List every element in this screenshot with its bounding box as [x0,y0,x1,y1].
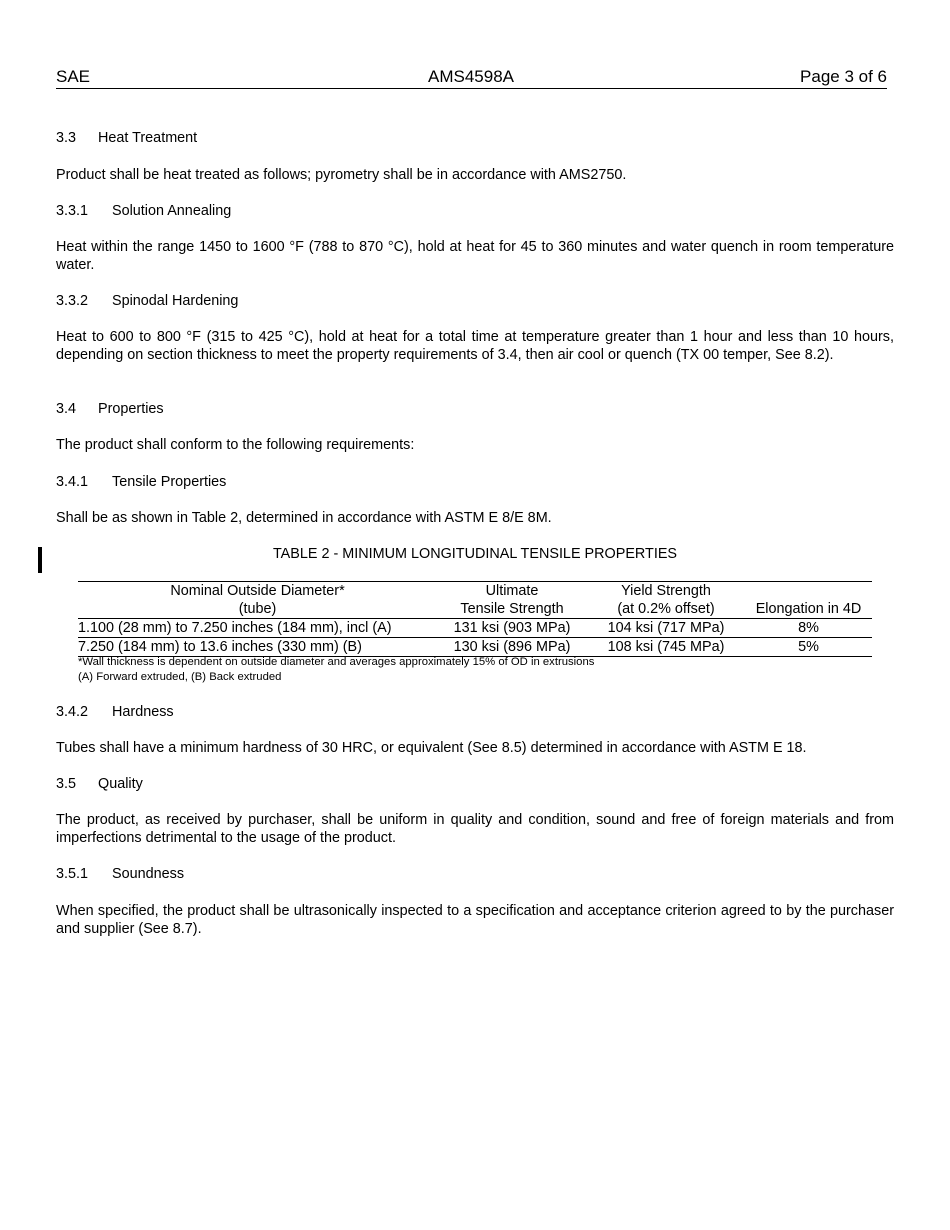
section-3-5-1-text: When specified, the product shall be ultrasonically inspected to a specification and acceptance criterion agreed to by the purchaser and supplier (See 8.7). [56,903,894,937]
column-header-tensile: Ultimate Tensile Strength [460,583,564,617]
section-title: Quality [98,776,143,792]
section-title: Hardness [112,704,174,720]
cell-diameter: 1.100 (28 mm) to 7.250 inches (184 mm), incl (A) [78,620,392,636]
table-2-caption: TABLE 2 - MINIMUM LONGITUDINAL TENSILE PROPERTIES [272,546,678,562]
table-row [78,619,872,638]
section-number: 3.5.1 [56,866,89,882]
page-header [56,68,887,89]
cell-tensile: 131 ksi (903 MPa) [453,620,571,636]
section-title: Soundness [112,866,185,882]
section-number: 3.5 [56,776,77,792]
section-3-3-text: Product shall be heat treated as follows; pyrometry shall be in accordance with AMS2750. [56,167,627,183]
section-number: 3.3.1 [56,203,89,219]
table-header-row [78,582,872,619]
section-3-3-heading [56,129,894,147]
cell-tensile: 130 ksi (896 MPa) [453,639,571,655]
cell-yield: 108 ksi (745 MPa) [607,639,725,655]
section-3-5-text: The product, as received by purchaser, shall be uniform in quality and condition, sound and free of foreign materials and from imperfections detrimental to the usage of the product. [56,812,894,846]
section-3-4-1-heading [56,473,894,491]
section-number: 3.4.2 [56,704,89,720]
section-title: Spinodal Hardening [112,293,239,309]
section-3-5-heading [56,775,894,793]
section-number: 3.4 [56,401,77,417]
cell-elongation: 5% [798,639,819,655]
cell-yield: 104 ksi (717 MPa) [607,620,725,636]
table-2 [78,581,872,657]
section-3-3-2-heading [56,292,894,310]
header-doc-number: AMS4598A [428,67,514,86]
table-footnote-wall: *Wall thickness is dependent on outside diameter and averages approximately 15% of OD in extrusions [78,656,595,668]
section-3-4-text: The product shall conform to the following requirements: [56,437,415,453]
cell-elongation: 8% [798,620,819,636]
section-title: Heat Treatment [98,130,198,146]
section-3-3-1-text: Heat within the range 1450 to 1600 °F (788 to 870 °C), hold at heat for 45 to 360 minutes and water quench in room temperature water. [56,239,894,273]
header-org: SAE [56,67,91,86]
section-title: Solution Annealing [112,203,232,219]
section-3-5-1-heading [56,865,894,883]
revision-bar [38,547,42,573]
section-3-4-heading [56,400,894,418]
section-title: Tensile Properties [112,474,227,490]
column-header-yield: Yield Strength (at 0.2% offset) [617,583,715,617]
table-footnote-extrusion: (A) Forward extruded, (B) Back extruded [78,671,282,683]
column-header-diameter: Nominal Outside Diameter* (tube) [170,583,345,617]
section-number: 3.3 [56,130,77,146]
section-3-4-2-heading [56,703,894,721]
section-3-4-2-text: Tubes shall have a minimum hardness of 30 HRC, or equivalent (See 8.5) determined in accordance with ASTM E 18. [56,740,807,756]
table-row [78,638,872,657]
section-3-4-1-text: Shall be as shown in Table 2, determined in accordance with ASTM E 8/E 8M. [56,510,552,526]
header-page-number: Page 3 of 6 [800,67,887,86]
section-3-3-1-heading [56,202,894,220]
column-header-elongation: Elongation in 4D [755,601,862,617]
section-number: 3.4.1 [56,474,89,490]
section-number: 3.3.2 [56,293,89,309]
cell-diameter: 7.250 (184 mm) to 13.6 inches (330 mm) (B) [78,639,362,655]
section-3-3-2-text: Heat to 600 to 800 °F (315 to 425 °C), hold at heat for a total time at temperature greater than 1 hour and less than 10 hours, depending on section thickness to meet the property requirements of 3.4, then air cool or quench (TX 00 temper, See 8.2). [56,329,894,363]
section-title: Properties [98,401,164,417]
